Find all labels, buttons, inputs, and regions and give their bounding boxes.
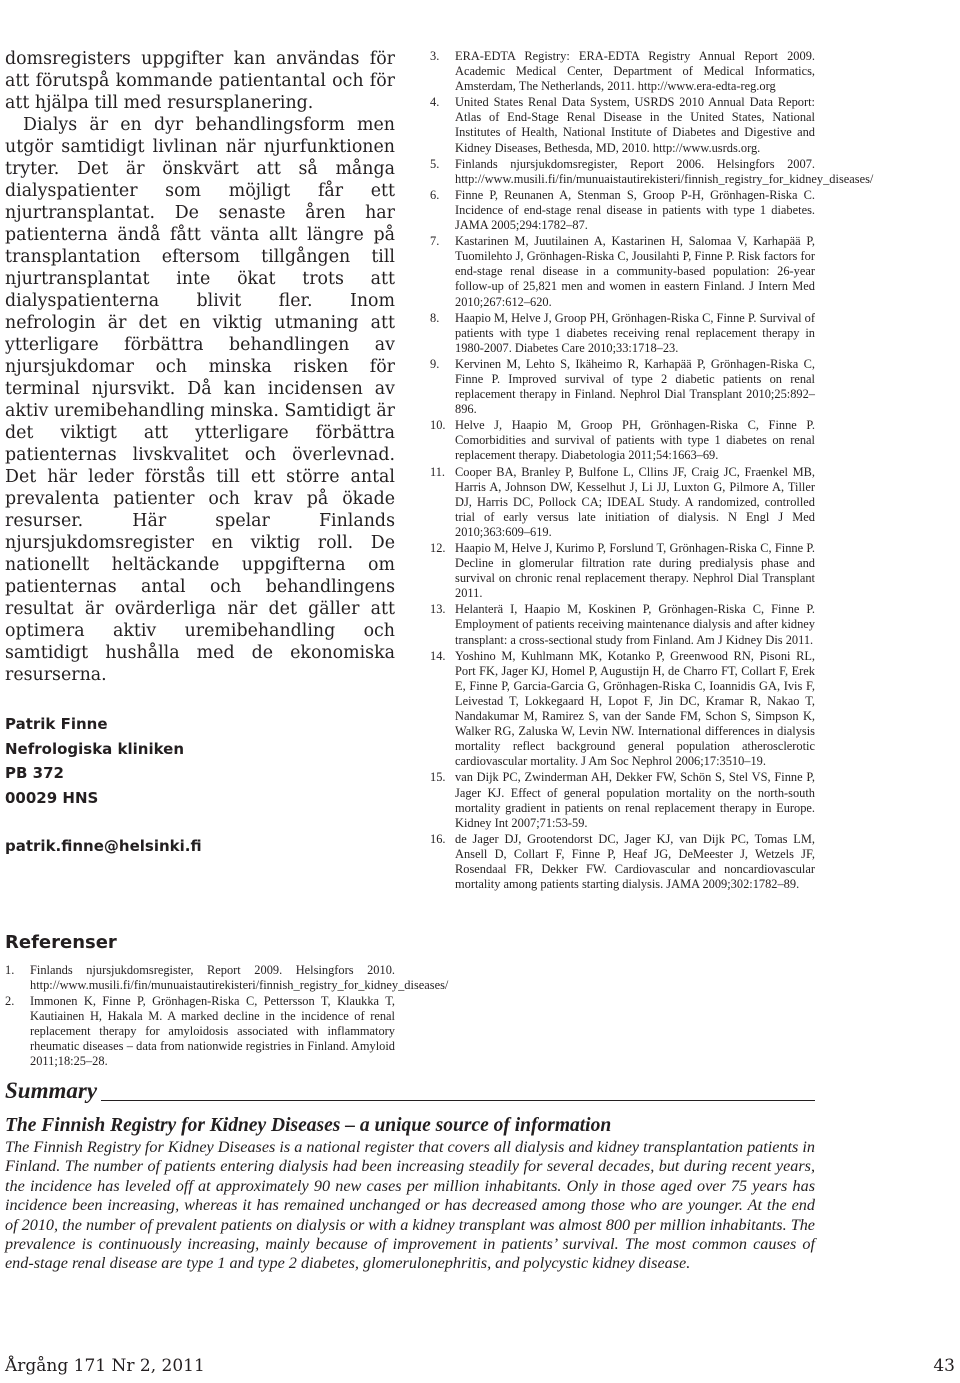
reference-item	[430, 418, 815, 463]
body-paragraph-1: domsregisters uppgifter kan användas för att förutspå kommande patientantal och för att hjälpa till med resursplanering.	[5, 49, 395, 113]
reference-list-left	[5, 962, 449, 1070]
reference-item	[430, 649, 815, 770]
reference-text: Cooper BA, Branley P, Bulfone L, Cllins JF, Craig JC, Fraenkel MB, Harris A, Johnson DW, Kesselhut J, Li JJ, Luxton G, Pilmore A, Tiller DJ, Harris DC, Pollock CA; IDEAL Study. A randomized, controlled trial of early versus late initiation of dialysis. N Engl J Med 2010;363:609–619.	[455, 464, 815, 539]
reference-number: 7.	[430, 234, 440, 249]
reference-number: 2.	[5, 993, 15, 1008]
reference-text: van Dijk PC, Zwinderman AH, Dekker FW, Schön S, Stel VS, Finne P, Jager KJ. Effect of general population mortality on the north-south mortality gradient in patients on renal replacement therapy in Europe. Kidney Int 2007;71:53-59.	[455, 770, 815, 830]
reference-item	[5, 962, 449, 993]
author-name: Patrik Finne	[5, 715, 108, 733]
summary-header	[5, 1078, 815, 1108]
reference-number: 15.	[430, 770, 446, 785]
reference-item	[430, 95, 815, 155]
reference-item	[430, 311, 815, 356]
body-text	[5, 48, 395, 686]
summary-section	[5, 1078, 815, 1274]
reference-text: Yoshino M, Kuhlmann MK, Kotanko P, Greenwood RN, Pisoni RL, Port FK, Jager KJ, Homel P, Augustijn H, de Charro FT, Collart F, Erek E, Finne P, Garcia-Garcia G, Grönhagen-Riska C, Ioannidis GA, Ivis F, Leivestad T, Lokkegaard H, Lopot F, Jin DC, Kramar R, Nakao T, Nandakumar M, Ramirez S, van der Sande FM, Schon S, Simpson K, Walker RG, Zaluska W, Levin NW. International differences in dialysis mortality reflect background general population atherosclerotic cardiovascular mortality. J Am Soc Nephrol 2006;17:3510–19.	[455, 648, 815, 769]
reference-item	[5, 994, 395, 1069]
reference-number: 12.	[430, 541, 446, 555]
right-column	[430, 49, 874, 893]
reference-text: Helve J, Haapio M, Groop PH, Grönhagen-Riska C, Finne P. Comorbidities and survival of patients with type 1 diabetes on renal replacement therapy. Diabetologia 2011;54:1663–69.	[455, 418, 815, 463]
summary-heading: Summary	[5, 1078, 101, 1103]
reference-item	[430, 156, 874, 187]
reference-text: United States Renal Data System, USRDS 2010 Annual Data Report: Atlas of End-Stage Renal Disease in the United States, National Institutes of Health, National Institute of Diabetes and Digestive and Kidney Diseases, Bethesda, MD, 2010. http://www.usrds.org.	[455, 95, 815, 155]
reference-number: 6.	[430, 187, 440, 202]
reference-item	[430, 832, 815, 892]
reference-number: 16.	[430, 831, 446, 846]
reference-number: 13.	[430, 602, 446, 617]
reference-text: ERA-EDTA Registry: ERA-EDTA Registry Annual Report 2009. Academic Medical Center, Department of Medical Informatics, Amsterdam, The Netherlands, 2011. http://www.era-edta-reg.org	[455, 49, 815, 94]
reference-item	[430, 770, 815, 830]
reference-text: Finne P, Reunanen A, Stenman S, Groop P-H, Grönhagen-Riska C. Incidence of end-stage renal disease in patients with type 1 diabetes. JAMA 2005;294:1782–87.	[455, 187, 815, 233]
reference-number: 8.	[430, 310, 440, 325]
reference-number: 5.	[430, 156, 440, 171]
footer-issue: Årgång 171 Nr 2, 2011	[5, 1356, 205, 1376]
reference-number: 3.	[430, 49, 440, 63]
reference-text: Kastarinen M, Juutilainen A, Kastarinen H, Salomaa V, Karhapää P, Tuomilehto J, Grönhagen-Riska C, Jousilahti P, Finne P. Risk factors for end-stage renal disease in a community-based population: 26-year follow-up of 25,821 men and women in eastern Finland. J Intern Med 2010;267:612–620.	[455, 234, 815, 309]
reference-number: 1.	[5, 962, 15, 977]
reference-text: Finlands njursjukdomsregister, Report 2009. Helsingfors 2010. http://www.musili.fi/fin/munuaistautirekisteri/finnish_registry_for_kidney_diseases/	[30, 962, 449, 992]
reference-text: Kervinen M, Lehto S, Ikäheimo R, Karhapää P, Grönhagen-Riska C, Finne P. Improved survival of type 2 diabetic patients on renal replacement therapy in Finland. Nephrol Dial Transplant 2010;25:892–896.	[455, 356, 815, 417]
summary-subtitle: The Finnish Registry for Kidney Diseases – a unique source of information	[5, 1115, 612, 1136]
reference-text: Finlands njursjukdomsregister, Report 2006. Helsingfors 2007. http://www.musili.fi/fin/munuaistautirekisteri/finnish_registry_for_kidney_diseases/	[455, 156, 874, 186]
reference-text: Immonen K, Finne P, Grönhagen-Riska C, Pettersson T, Klaukka T, Kautiainen H, Hakala M. A marked decline in the incidence of renal replacement therapy for amyloidosis associated with inflammatory rheumatic diseases – data from nationwide registries in Finland. Amyloid 2011;18:25–28.	[30, 993, 395, 1069]
reference-item	[430, 357, 815, 417]
reference-item	[430, 465, 815, 540]
summary-text: The Finnish Registry for Kidney Diseases is a national register that covers all dialysis and kidney transplantation patients in Finland. The number of patients entering dialysis had been increasing steadily for several decades, but during recent years, the incidence has leveled off at approximately 90 new cases per million inhabitants. Only in those aged over 75 years has incidence been increasing, whereas it has remained unchanged or has decreased among those who are younger. At the end of 2010, the number of prevalent patients on dialysis or with a kidney transplant was almost 800 per million inhabitants. The prevalence is continuously increasing, mainly because of improvement in patients’ survival. The most common causes of end-stage renal disease are type 1 and type 2 diabetes, glomerulonephritis, and polycystic kidney disease.	[5, 1138, 815, 1273]
summary-rule	[5, 1100, 815, 1101]
reference-number: 11.	[430, 464, 446, 479]
reference-text: Haapio M, Helve J, Kurimo P, Forslund T, Grönhagen-Riska C, Finne P. Decline in glomerular filtration rate during predialysis phase and survival on chronic renal replacement therapy. Nephrol Dial Transplant 2011.	[455, 541, 815, 601]
author-email[interactable]: patrik.finne@helsinki.fi	[5, 837, 202, 855]
reference-number: 10.	[430, 418, 446, 433]
reference-text: de Jager DJ, Grootendorst DC, Jager KJ, van Dijk PC, Tomas LM, Ansell D, Collart F, Finne P, Heaf JG, DeMeester J, Wetzels JF, Rosendaal FR, Dekker FW. Cardiovascular and noncardiovascular mortality among patients starting dialysis. JAMA 2009;302:1782–89.	[455, 831, 815, 892]
reference-list-right	[430, 49, 874, 892]
reference-number: 9.	[430, 356, 440, 371]
author-block	[5, 712, 395, 859]
reference-item	[430, 234, 815, 309]
author-box: PB 372	[5, 764, 64, 782]
footer-page-number: 43	[933, 1356, 955, 1376]
reference-item	[430, 602, 815, 647]
author-postal: 00029 HNS	[5, 788, 99, 807]
reference-item	[430, 541, 815, 601]
body-paragraph-2: Dialys är en dyr behandlingsform men utgör samtidigt livlinan när njurfunktionen tryter. Det är önskvärt att så många dialyspatienter som möjligt får ett njurtransplantat. De senaste åren har patienterna ändå fått vänta allt längre på transplantation eftersom tillgången till njurtransplantat inte ökat trots att dialyspatienterna blivit fler. Inom nefrologin är det en viktig utmaning att ytterligare förbättra behandlingen av njursjukdomar och minska risken för terminal njursvikt. Då kan incidensen av aktiv uremibehandling minska. Samtidigt är det viktigt att ytterligare förbättra patienternas livskvalitet och överlevnad. Det här leder förstås till ett större antal prevalenta patienter och krav på ökade resurser. Här spelar Finlands njursjukdomsregister en viktig roll. De nationellt heltäckande uppgifterna om patienternas antal och behandlingens resultat är ovärderliga när det gäller att optimera aktiv uremibehandling och samtidigt hushålla med de ekonomiska resurserna.	[5, 115, 395, 685]
references-heading: Referenser	[5, 931, 117, 953]
reference-number: 14.	[430, 648, 446, 663]
reference-item	[430, 49, 815, 94]
reference-text: Haapio M, Helve J, Groop PH, Grönhagen-Riska C, Finne P. Survival of patients with type 1 diabetes receiving renal replacement therapy in 1980-2007. Diabetes Care 2010;33:1718–23.	[455, 310, 815, 355]
reference-text: Helanterä I, Haapio M, Koskinen P, Grönhagen-Riska C, Finne P. Employment of patients receiving maintenance dialysis and after kidney transplant: a cross-sectional study from Finland. Am J Kidney Dis 2011.	[455, 602, 815, 647]
reference-number: 4.	[430, 95, 440, 110]
reference-item	[430, 188, 815, 233]
author-department: Nefrologiska kliniken	[5, 739, 185, 758]
